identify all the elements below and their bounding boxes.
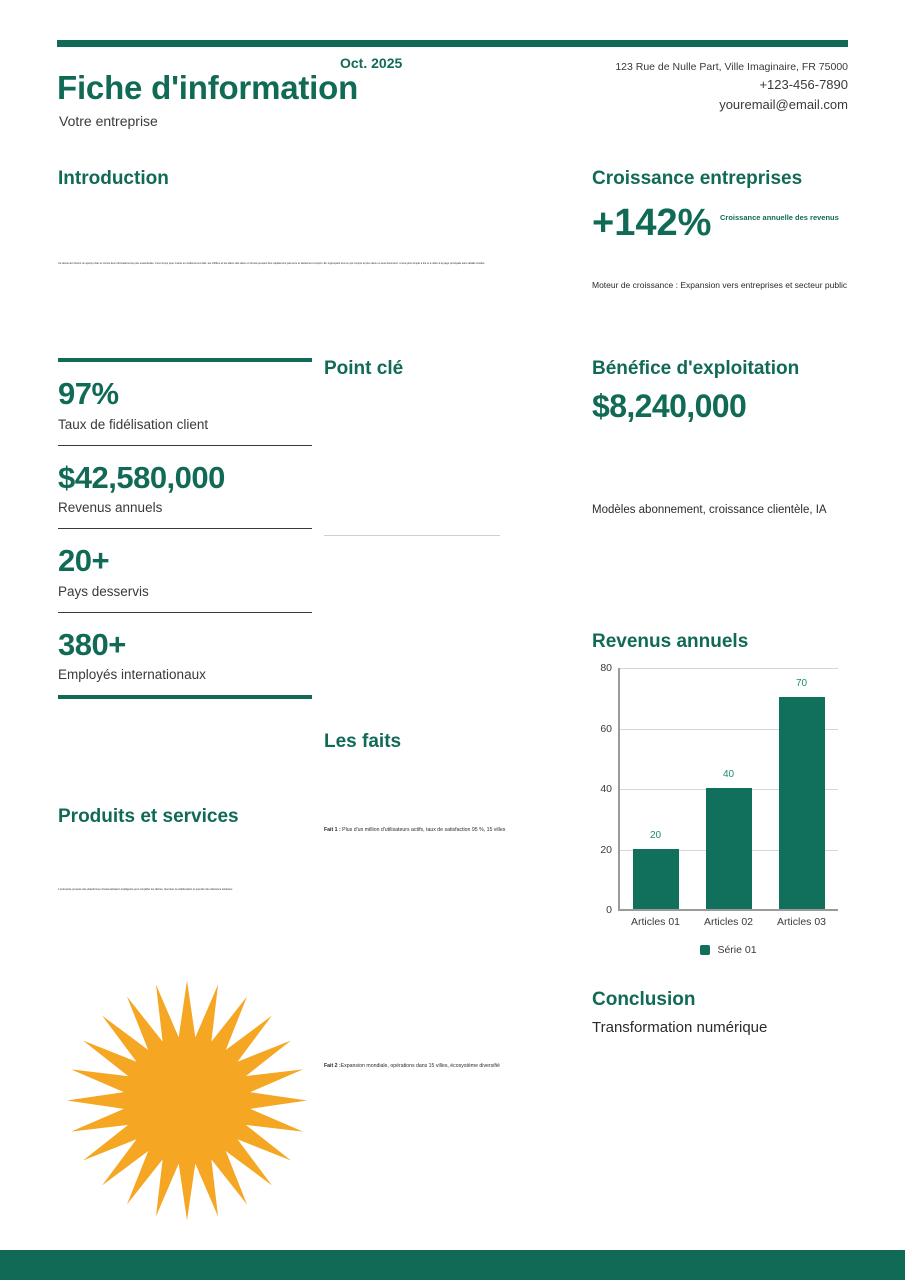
chart-y-tick-label: 80 (600, 662, 612, 674)
growth-value: +142% (592, 202, 712, 244)
chart-bar-column (779, 668, 825, 909)
sunburst-icon (62, 978, 312, 1223)
fact-lead: Fait 2 : (324, 1063, 341, 1069)
chart-bar-column (633, 668, 679, 909)
contact-phone: +123-456-7890 (759, 77, 848, 93)
company-name: Votre entreprise (59, 113, 158, 129)
stat-label: Taux de fidélisation client (58, 416, 209, 432)
chart-bar-column (706, 668, 752, 909)
facts-heading: Les faits (324, 731, 402, 752)
chart-y-tick-label: 0 (606, 904, 612, 916)
header-date: Oct. 2025 (340, 55, 403, 71)
conclusion-body: Transformation numérique (592, 1019, 768, 1036)
chart-x-labels (619, 916, 838, 928)
bottom-accent-bar (0, 1250, 905, 1280)
stat-item (58, 529, 312, 613)
introduction-body: Ce document fournit un aperçu clair et concis des informations les plus essentielles. Il est conçu pour mettre en évidence les faits, les chiffres et les idées clés dans un format pouvant être rapidement parcouru et facilement compris. En regroupant tout ce qui compte le plus dans un seul document, il sera plus simple à lire et à relire à la page principale sans détails inutiles. (58, 262, 485, 265)
chart-title: Revenus annuels (592, 631, 749, 652)
top-accent-bar (57, 40, 848, 47)
key-stats-list (58, 358, 312, 699)
growth-metric (592, 200, 852, 246)
contact-address: 123 Rue de Nulle Part, Ville Imaginaire, FR 75000 (615, 61, 848, 73)
chart-bar-value-label: 20 (649, 829, 662, 841)
products-heading: Produits et services (58, 806, 239, 827)
products-body: L'entreprise propose des plateformes d'automatisation intelligente pour simplifier les tâches, favoriser la collaboration et prendre des décisions éclairées. (58, 888, 234, 891)
contact-block (615, 59, 848, 116)
stat-value: 97% (58, 376, 119, 411)
chart-legend (619, 944, 838, 956)
fact-text: Plus d'un million d'utilisateurs actifs, taux de satisfaction 95 %, 15 villes (340, 827, 506, 833)
chart-bar (779, 697, 825, 909)
chart-bars (619, 668, 838, 909)
stat-item (58, 613, 312, 700)
fact-item-2 (324, 1063, 579, 1070)
chart-x-axis (618, 909, 838, 911)
stat-value: 20+ (58, 543, 110, 579)
fact-text: Expansion mondiale, opérations dans 15 villes, écosystème diversifié (340, 1063, 500, 1069)
chart-bar-value-label: 40 (722, 769, 735, 780)
fact-lead: Fait 1 : (324, 827, 341, 833)
profit-note: Modèles abonnement, croissance clientèle, IA (592, 504, 827, 516)
legend-label: Série 01 (717, 944, 757, 956)
point-cle-heading: Point clé (324, 358, 404, 379)
stat-label: Employés internationaux (58, 667, 206, 683)
chart-x-tick-label: Articles 03 (776, 916, 827, 928)
contact-email: youremail@email.com (719, 97, 848, 113)
chart-plot-area (600, 662, 838, 916)
stat-value: 380+ (58, 626, 126, 662)
chart-y-tick-label: 20 (600, 843, 612, 856)
point-cle-divider (324, 535, 500, 536)
profit-value: $8,240,000 (592, 388, 747, 424)
conclusion-heading: Conclusion (592, 989, 696, 1010)
fact-item-1 (324, 827, 579, 834)
growth-note: Moteur de croissance : Expansion vers entreprises et secteur public (592, 280, 848, 290)
page-header (57, 55, 848, 150)
chart-y-tick-label: 60 (600, 722, 612, 735)
growth-heading: Croissance entreprises (592, 168, 803, 189)
page-title: Fiche d'information (57, 69, 359, 106)
revenue-bar-chart (592, 662, 848, 962)
growth-caption: Croissance annuelle des revenus (720, 213, 839, 222)
chart-x-tick-label: Articles 02 (703, 916, 754, 928)
chart-x-tick-label: Articles 01 (630, 916, 681, 928)
profit-heading: Bénéfice d'exploitation (592, 358, 800, 379)
stat-item (58, 362, 312, 446)
legend-swatch-icon (700, 945, 710, 955)
chart-bar (706, 788, 752, 909)
stat-value: $42,580,000 (58, 459, 225, 495)
stat-item (58, 446, 312, 530)
introduction-heading: Introduction (58, 168, 169, 189)
chart-y-tick-label: 40 (600, 783, 612, 795)
chart-bar (633, 849, 679, 910)
stat-label: Pays desservis (58, 583, 149, 599)
stat-label: Revenus annuels (58, 500, 163, 516)
chart-bar-value-label: 70 (795, 678, 808, 690)
